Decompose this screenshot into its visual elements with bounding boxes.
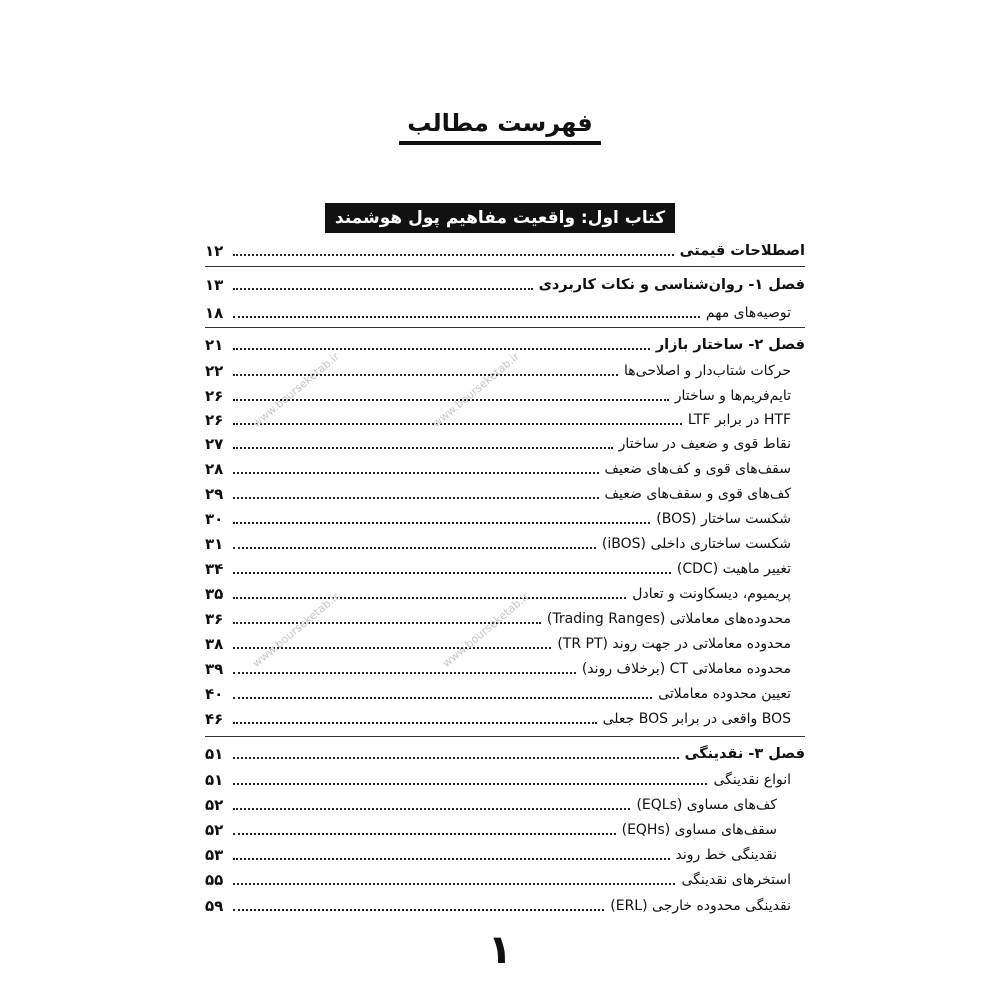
toc-entry-page: ۴۰ (205, 685, 224, 703)
dot-leader (233, 757, 679, 759)
toc-entry-page: ۵۱ (205, 745, 224, 763)
toc-entry-label: تعیین محدوده معاملاتی (658, 686, 791, 702)
dot-leader (233, 883, 675, 885)
watermark-2: www.bourseketab.ir (430, 349, 522, 430)
dot-leader (233, 833, 616, 835)
toc-entry (205, 332, 805, 354)
dot-leader (233, 597, 626, 599)
dot-leader (233, 447, 613, 449)
dot-leader (233, 572, 671, 574)
toc-entry (205, 656, 805, 678)
dot-leader (233, 254, 674, 256)
toc-entry (205, 238, 805, 260)
toc-entry-label: محدوده معاملاتی CT (برخلاف روند) (581, 661, 791, 677)
toc-entry (205, 431, 805, 453)
toc-entry-page: ۳۴ (205, 560, 224, 578)
toc-entry (205, 681, 805, 703)
toc-entry-page: ۱۸ (205, 304, 224, 322)
toc-entry (205, 842, 805, 864)
toc-entry-label: استخرهای نقدینگی (681, 872, 791, 888)
section-divider (205, 327, 805, 328)
toc-entry (205, 272, 805, 294)
toc-entry-page: ۳۰ (205, 510, 224, 528)
toc-entry-label: اصطلاحات قیمتی (679, 243, 805, 259)
book-banner-wrap (0, 203, 1000, 233)
toc-entry (205, 792, 805, 814)
toc-entry (205, 867, 805, 889)
toc-entry-page: ۵۳ (205, 846, 224, 864)
toc-entry-page: ۵۱ (205, 771, 224, 789)
section-divider (205, 266, 805, 267)
toc-entry-label: BOS واقعی در برابر BOS جعلی (602, 711, 791, 727)
toc-entry (205, 741, 805, 763)
toc-entry-page: ۵۵ (205, 871, 224, 889)
toc-entry-label: نقاط قوی و ضعیف در ساختار (618, 436, 791, 452)
toc-entry-label: توصیه‌های مهم (705, 305, 791, 321)
toc-entry (205, 300, 805, 322)
toc-entry-page: ۱۲ (205, 242, 224, 260)
dot-leader (233, 722, 597, 724)
toc-entry (205, 481, 805, 503)
toc-entry-label: انواع نقدینگی (713, 772, 791, 788)
watermark-1: www.bourseketab.ir (250, 349, 342, 430)
dot-leader (233, 374, 618, 376)
toc-entry (205, 817, 805, 839)
toc-entry-label: سقف‌های مساوی (EQHs) (621, 822, 777, 838)
toc-entry-page: ۳۶ (205, 610, 224, 628)
toc-entry-label: نقدینگی محدوده خارجی (ERL) (610, 898, 791, 914)
toc-entry-page: ۲۹ (205, 485, 224, 503)
toc-entry-page: ۲۲ (205, 362, 224, 380)
book-banner: کتاب اول: واقعیت مفاهیم پول هوشمند (325, 203, 675, 233)
toc-entry-page: ۵۲ (205, 821, 224, 839)
toc-entry-page: ۴۶ (205, 710, 224, 728)
toc-entry-page: ۳۱ (205, 535, 224, 553)
toc-entry-page: ۳۹ (205, 660, 224, 678)
dot-leader (233, 547, 596, 549)
toc-entry-label: حرکات شتاب‌دار و اصلاحی‌ها (624, 363, 791, 379)
dot-leader (233, 472, 599, 474)
toc-entry-label: شکست ساختار (BOS) (656, 511, 791, 527)
toc-entry-page: ۵۲ (205, 796, 224, 814)
toc-entry (205, 556, 805, 578)
toc-entry-page: ۲۶ (205, 411, 224, 429)
toc-entry-label: سقف‌های قوی و کف‌های ضعیف (604, 461, 791, 477)
toc-entry-page: ۲۶ (205, 387, 224, 405)
dot-leader (233, 783, 707, 785)
watermark-4: www.bourseketab.ir (440, 589, 532, 670)
dot-leader (233, 423, 682, 425)
toc-entry (205, 893, 805, 915)
toc-entry-label: کف‌های قوی و سقف‌های ضعیف (604, 486, 791, 502)
dot-leader (233, 672, 576, 674)
toc-entry (205, 767, 805, 789)
title-wrap (0, 108, 1000, 145)
section-divider (205, 736, 805, 737)
page-number: ۱ (487, 927, 513, 973)
toc-entry-page: ۵۹ (205, 897, 224, 915)
toc-entry (205, 531, 805, 553)
toc-entry-page: ۲۸ (205, 460, 224, 478)
toc-entry-label: HTF در برابر LTF (687, 412, 791, 428)
toc-entry (205, 456, 805, 478)
toc-entry-label: فصل ۲- ساختار بازار (655, 337, 805, 353)
dot-leader (233, 697, 652, 699)
toc-entry-page: ۳۵ (205, 585, 224, 603)
dot-leader (233, 497, 599, 499)
toc-entry-label: محدوده‌های معاملاتی (Trading Ranges) (546, 611, 791, 627)
toc-entry-label: تایم‌فریم‌ها و ساختار (674, 388, 791, 404)
toc-entry-label: پریمیوم، دیسکاونت و تعادل (632, 586, 791, 602)
toc-entry (205, 506, 805, 528)
toc-entry-page: ۲۱ (205, 336, 224, 354)
dot-leader (233, 909, 604, 911)
dot-leader (233, 316, 700, 318)
toc-entry-page: ۳۸ (205, 635, 224, 653)
toc-entry-page: ۱۳ (205, 276, 224, 294)
dot-leader (233, 808, 630, 810)
toc-entry-label: تغییر ماهیت (CDC) (676, 561, 791, 577)
toc-entry (205, 706, 805, 728)
dot-leader (233, 348, 650, 350)
toc-entry-label: فصل ۳- نقدینگی (684, 746, 805, 762)
dot-leader (233, 288, 533, 290)
dot-leader (233, 858, 670, 860)
watermark-3: www.bourseketab.ir (250, 589, 342, 670)
page-title: فهرست مطالب (399, 108, 601, 145)
toc-entry-label: محدوده معاملاتی در جهت روند (TR PT) (557, 636, 791, 652)
toc-entry-label: نقدینگی خط روند (675, 847, 777, 863)
dot-leader (233, 522, 650, 524)
toc-entry-page: ۲۷ (205, 435, 224, 453)
toc-entry (205, 581, 805, 603)
toc-entry (205, 407, 805, 429)
toc-entry-label: شکست ساختاری داخلی (iBOS) (601, 536, 791, 552)
toc-entry-label: فصل ۱- روان‌شناسی و نکات کاربردی (538, 277, 805, 293)
toc-entry-label: کف‌های مساوی (EQLs) (636, 797, 777, 813)
